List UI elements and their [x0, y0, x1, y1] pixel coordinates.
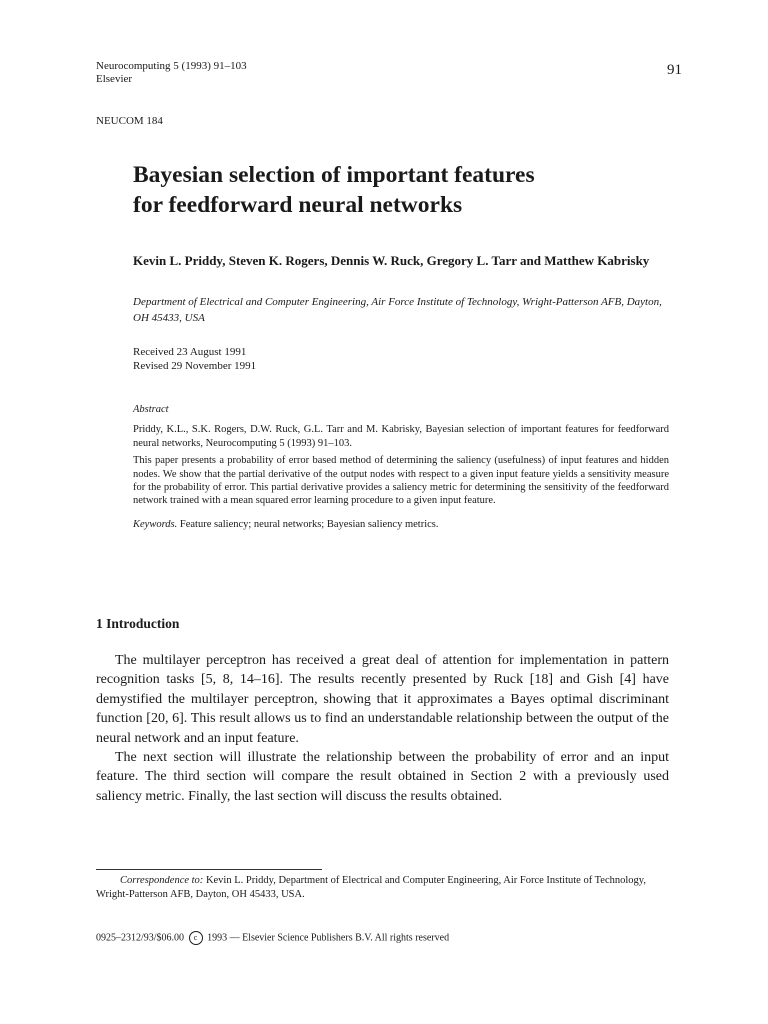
- abstract-citation: Priddy, K.L., S.K. Rogers, D.W. Ruck, G.L. Tarr and M. Kabrisky, Bayesian selection of important features for feedforward neural networks, Neurocomputing 5 (1993) 91–103.: [133, 424, 669, 449]
- section-heading: 1 Introduction: [96, 616, 180, 631]
- affiliation: Department of Electrical and Computer Engineering, Air Force Institute of Technology, Wright-Patterson AFB, Dayton, OH 45433, USA: [133, 296, 662, 324]
- abstract-label: Abstract: [133, 404, 169, 415]
- title-line-1: Bayesian selection of important features: [133, 162, 535, 188]
- intro-paragraph-1: The multilayer perceptron has received a great deal of attention for implementation in pattern recognition tasks [5, 8, 14–16]. The results recently presented by Ruck [18] and Gish [4] have demystified the multilayer perceptron, showing that it approximates a Bayes optimal discriminant function [20, 6]. This result allows us to find an understandable relationship between the output of the neural network and an input feature.: [96, 653, 669, 746]
- keywords: [133, 518, 669, 531]
- section-body: [96, 651, 669, 806]
- abstract-text: This paper presents a probability of error based method of determining the saliency (usefulness) of input features and hidden nodes. We show that the partial derivative of the output nodes with respect to a given input feature yields a sensitivity measure for the probability of error. This partial derivative provides a saliency metric for determining the sensitivity of the feedforward network trained with a mean squared error learning procedure to a given input feature.: [133, 455, 669, 507]
- journal-line: Neurocomputing 5 (1993) 91–103: [96, 60, 247, 72]
- copyright-icon: c: [189, 931, 203, 945]
- correspondence-footnote: [96, 874, 670, 902]
- publisher-line: Elsevier: [96, 73, 133, 85]
- keywords-label: Keywords.: [133, 518, 178, 530]
- issn-code: 0925–2312/93/$06.00: [96, 932, 185, 944]
- article-code: NEUCOM 184: [96, 115, 163, 127]
- abstract-block: [133, 403, 669, 531]
- page-number: 91: [667, 62, 682, 78]
- title-line-2: for feedforward neural networks: [133, 192, 463, 218]
- revised-date: Revised 29 November 1991: [133, 360, 257, 372]
- footnote-rule: [96, 869, 322, 870]
- author-list: Kevin L. Priddy, Steven K. Rogers, Dennis W. Ruck, Gregory L. Tarr and Matthew Kabrisky: [133, 253, 650, 268]
- intro-paragraph-2: The next section will illustrate the relationship between the probability of error and an input feature. The third section will compare the result obtained in Section 2 with a previously used saliency metric. Finally, the last section will discuss the results obtained.: [96, 750, 669, 804]
- journal-citation: [96, 60, 247, 86]
- copyright-text: 1993 — Elsevier Science Publishers B.V. All rights reserved: [207, 932, 450, 944]
- paper-title: [133, 160, 693, 220]
- received-date: Received 23 August 1991: [133, 346, 247, 358]
- keywords-list: Feature saliency; neural networks; Bayesian saliency metrics.: [179, 518, 439, 530]
- footnote-text: Kevin L. Priddy, Department of Electrical and Computer Engineering, Air Force Institute of Technology, Wright-Patterson AFB, Dayton, OH 45433, USA.: [96, 875, 646, 900]
- submission-dates: [133, 345, 256, 373]
- footnote-label: Correspondence to:: [120, 875, 204, 886]
- copyright-line: [96, 931, 449, 945]
